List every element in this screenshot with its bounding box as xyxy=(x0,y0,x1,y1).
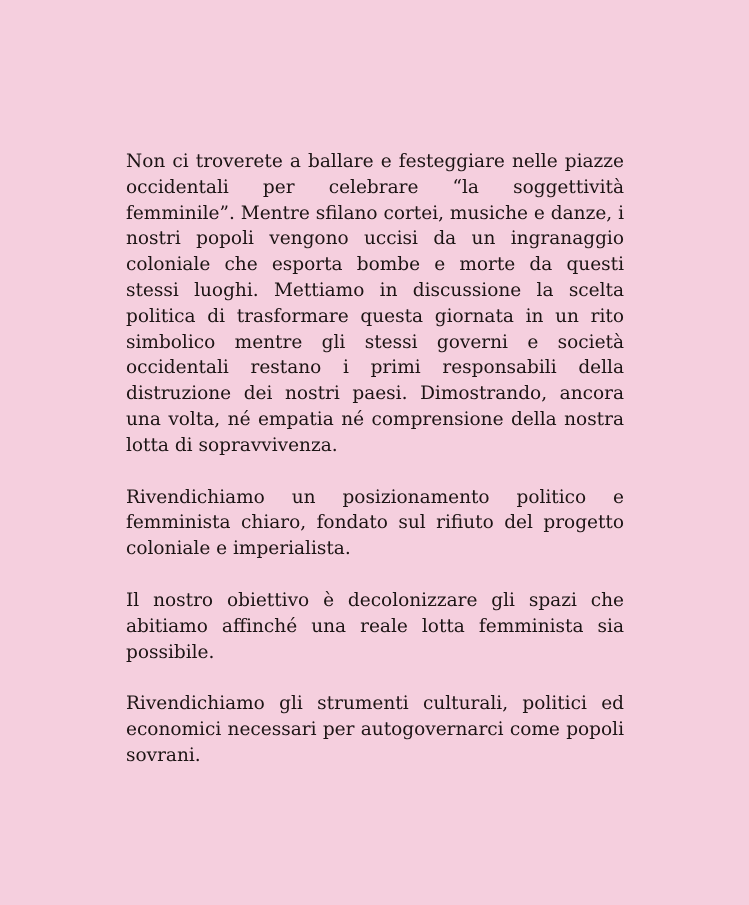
paragraph-claims: Rivendichiamo gli strumenti culturali, politici ed economici necessari per autogovernarci come popoli sovrani. xyxy=(126,693,624,766)
statement-text-block xyxy=(126,149,624,769)
paragraph-intro: Non ci troverete a ballare e festeggiare nelle piazze occidentali per celebrare “la soggettività femminile”. Mentre sfilano cortei, musiche e danze, i nostri popoli vengono uccisi da un ingranaggio coloniale che esporta bombe e morte da questi stessi luoghi. Mettiamo in discussione la scelta politica di trasformare questa giornata in un rito simbolico mentre gli stessi governi e società occidentali restano i primi responsabili della distruzione dei nostri paesi. Dimostrando, ancora una volta, né empatia né comprensione della nostra lotta di sopravvivenza. xyxy=(126,151,624,456)
paragraph-objective: Il nostro obiettivo è decolonizzare gli spazi che abitiamo affinché una reale lotta femminista sia possibile. xyxy=(126,589,624,663)
paragraph-political-position: Rivendichiamo un posizionamento politico e femminista chiaro, fondato sul rifiuto del progetto coloniale e imperialista. xyxy=(126,486,624,560)
